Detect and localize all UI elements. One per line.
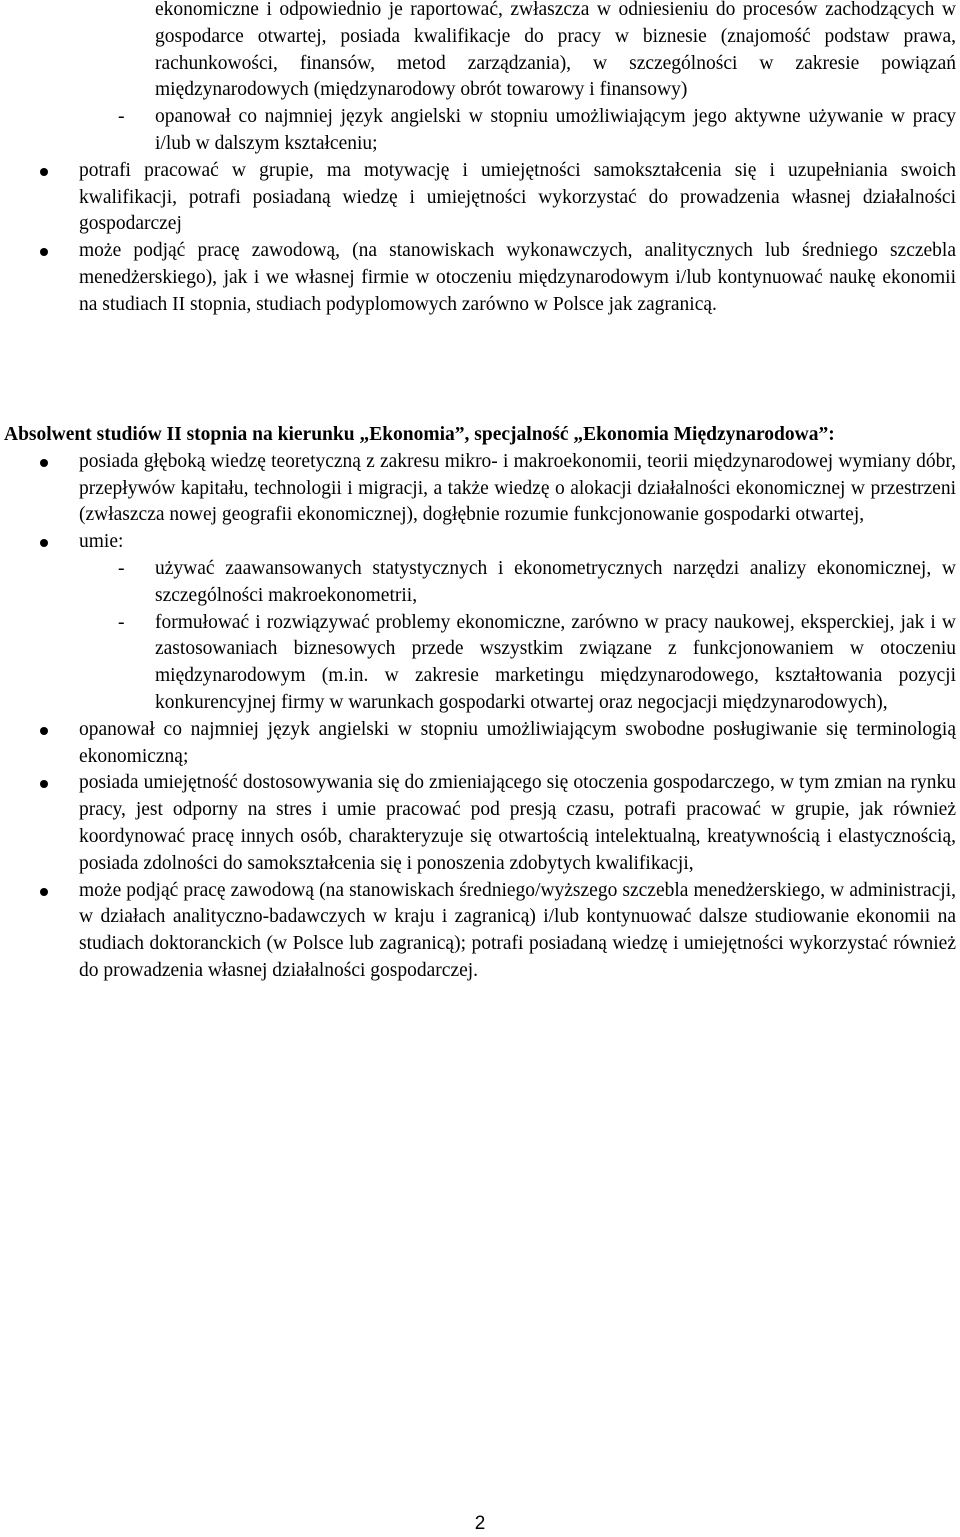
bullet-dot-icon	[40, 780, 48, 788]
bullet-list-item	[0, 878, 956, 985]
bullet-item-text: umie:	[79, 531, 124, 553]
bullet-item-text: może podjąć pracę zawodową, (na stanowiskach wykonawczych, analitycznych lub średniego szczebla menedżerskiego), jak i we własnej firmie w otoczeniu międzynarodowym i/lub kontynuować naukę ekonomii na studiach II stopnia, studiach podyplomowych zarówno w Polsce jak zagranicą.	[79, 240, 956, 315]
bullet-item-text: posiada głęboką wiedzę teoretyczną z zakresu mikro- i makroekonomii, teorii międzynarodowej wymiany dóbr, przepływów kapitału, technologii i migracji, a także wiedzę o alokacji działalności ekonomicznej w przestrzeni (zwłaszcza nowej geografii ekonomicznej), dogłębnie rozumie funkcjonowanie gospodarki otwartej,	[79, 450, 956, 526]
bullet-dot-icon	[40, 459, 48, 467]
bullet-list-item	[0, 158, 956, 238]
bullet-list-item	[0, 529, 956, 556]
dash-marker: -	[118, 611, 125, 633]
dash-item-text: używać zaawansowanych statystycznych i ekonometrycznych narzędzi analizy ekonomicznej, w szczególności makroekonometrii,	[155, 557, 956, 606]
bullet-item-text: może podjąć pracę zawodową (na stanowiskach średniego/wyższego szczebla menedżerskiego, w administracji, w działach analityczno-badawczych w kraju i zagranicą) i/lub kontynuować dalsze studiowanie ekonomii na studiach doktoranckich (w Polsce lub zagranicą); potrafi posiadaną wiedzę i umiejętności wykorzystać również do prowadzenia własnej działalności gospodarczej.	[79, 879, 956, 981]
dash-item-text: opanował co najmniej język angielski w stopniu umożliwiającym jego aktywne używanie w pracy i/lub w dalszym kształceniu;	[155, 106, 956, 154]
dash-marker: -	[118, 106, 125, 128]
dash-list-item	[0, 610, 956, 717]
dash-marker: -	[118, 557, 125, 579]
dash-list-item	[0, 104, 956, 158]
bullet-list-item	[0, 238, 956, 318]
bullet-dot-icon	[40, 168, 48, 176]
bullet-list-item	[0, 770, 956, 877]
page-number: 2	[474, 1513, 486, 1534]
bullet-dot-icon	[40, 539, 48, 547]
bullet-dot-icon	[40, 248, 48, 256]
dash-item-text: formułować i rozwiązywać problemy ekonomiczne, zarówno w pracy naukowej, eksperckiej, jak i w zastosowaniach biznesowych przede wszystkim związane z funkcjonowaniem w otoczeniu międzynarodowym (m.in. w zakresie marketingu międzynarodowego, kształtowania pozycji konkurencyjnej firmy w warunkach gospodarki otwartej oraz negocjacji międzynarodowych),	[155, 611, 956, 713]
bullet-dot-icon	[40, 727, 48, 735]
continuation-paragraph: ekonomiczne i odpowiednio je raportować, zwłaszcza w odniesieniu do procesów zachodzących w gospodarce otwartej, posiada kwalifikacje do pracy w biznesie (znajomość podstaw prawa, rachunkowości, finansów, metod zarządzania), w szczególności w zakresie powiązań międzynarodowych (międzynarodowy obrót towarowy i finansowy)	[155, 0, 956, 101]
section-heading: Absolwent studiów II stopnia na kierunku „Ekonomia”, specjalność „Ekonomia Międzynarodowa”:	[4, 424, 835, 445]
bullet-item-text: opanował co najmniej język angielski w stopniu umożliwiającym swobodne posługiwanie się terminologią ekonomiczną;	[79, 718, 956, 767]
dash-list-item	[0, 556, 956, 610]
section-ekonomia-miedzynarodowa	[0, 422, 956, 985]
bullet-list-item	[0, 717, 956, 771]
bullet-list-item	[0, 449, 956, 529]
bullet-item-text: potrafi pracować w grupie, ma motywację i umiejętności samokształcenia się i uzupełniania swoich kwalifikacji, potrafi posiadaną wiedzę i umiejętności wykorzystać do prowadzenia własnej działalności gospodarczej	[79, 159, 956, 235]
bullet-item-text: posiada umiejętność dostosowywania się do zmieniającego się otoczenia gospodarczego, w tym zmian na rynku pracy, jest odporny na stres i umie pracować pod presją czasu, potrafi pracować w grupie, jak również koordynować pracę innych osób, charakteryzuje się otwartością intelektualną, kreatywnością i elastycznością, posiada zdolności do samokształcenia się i ponoszenia zdobytych kwalifikacji,	[79, 772, 956, 874]
bullet-dot-icon	[40, 888, 48, 896]
top-section	[0, 0, 956, 319]
